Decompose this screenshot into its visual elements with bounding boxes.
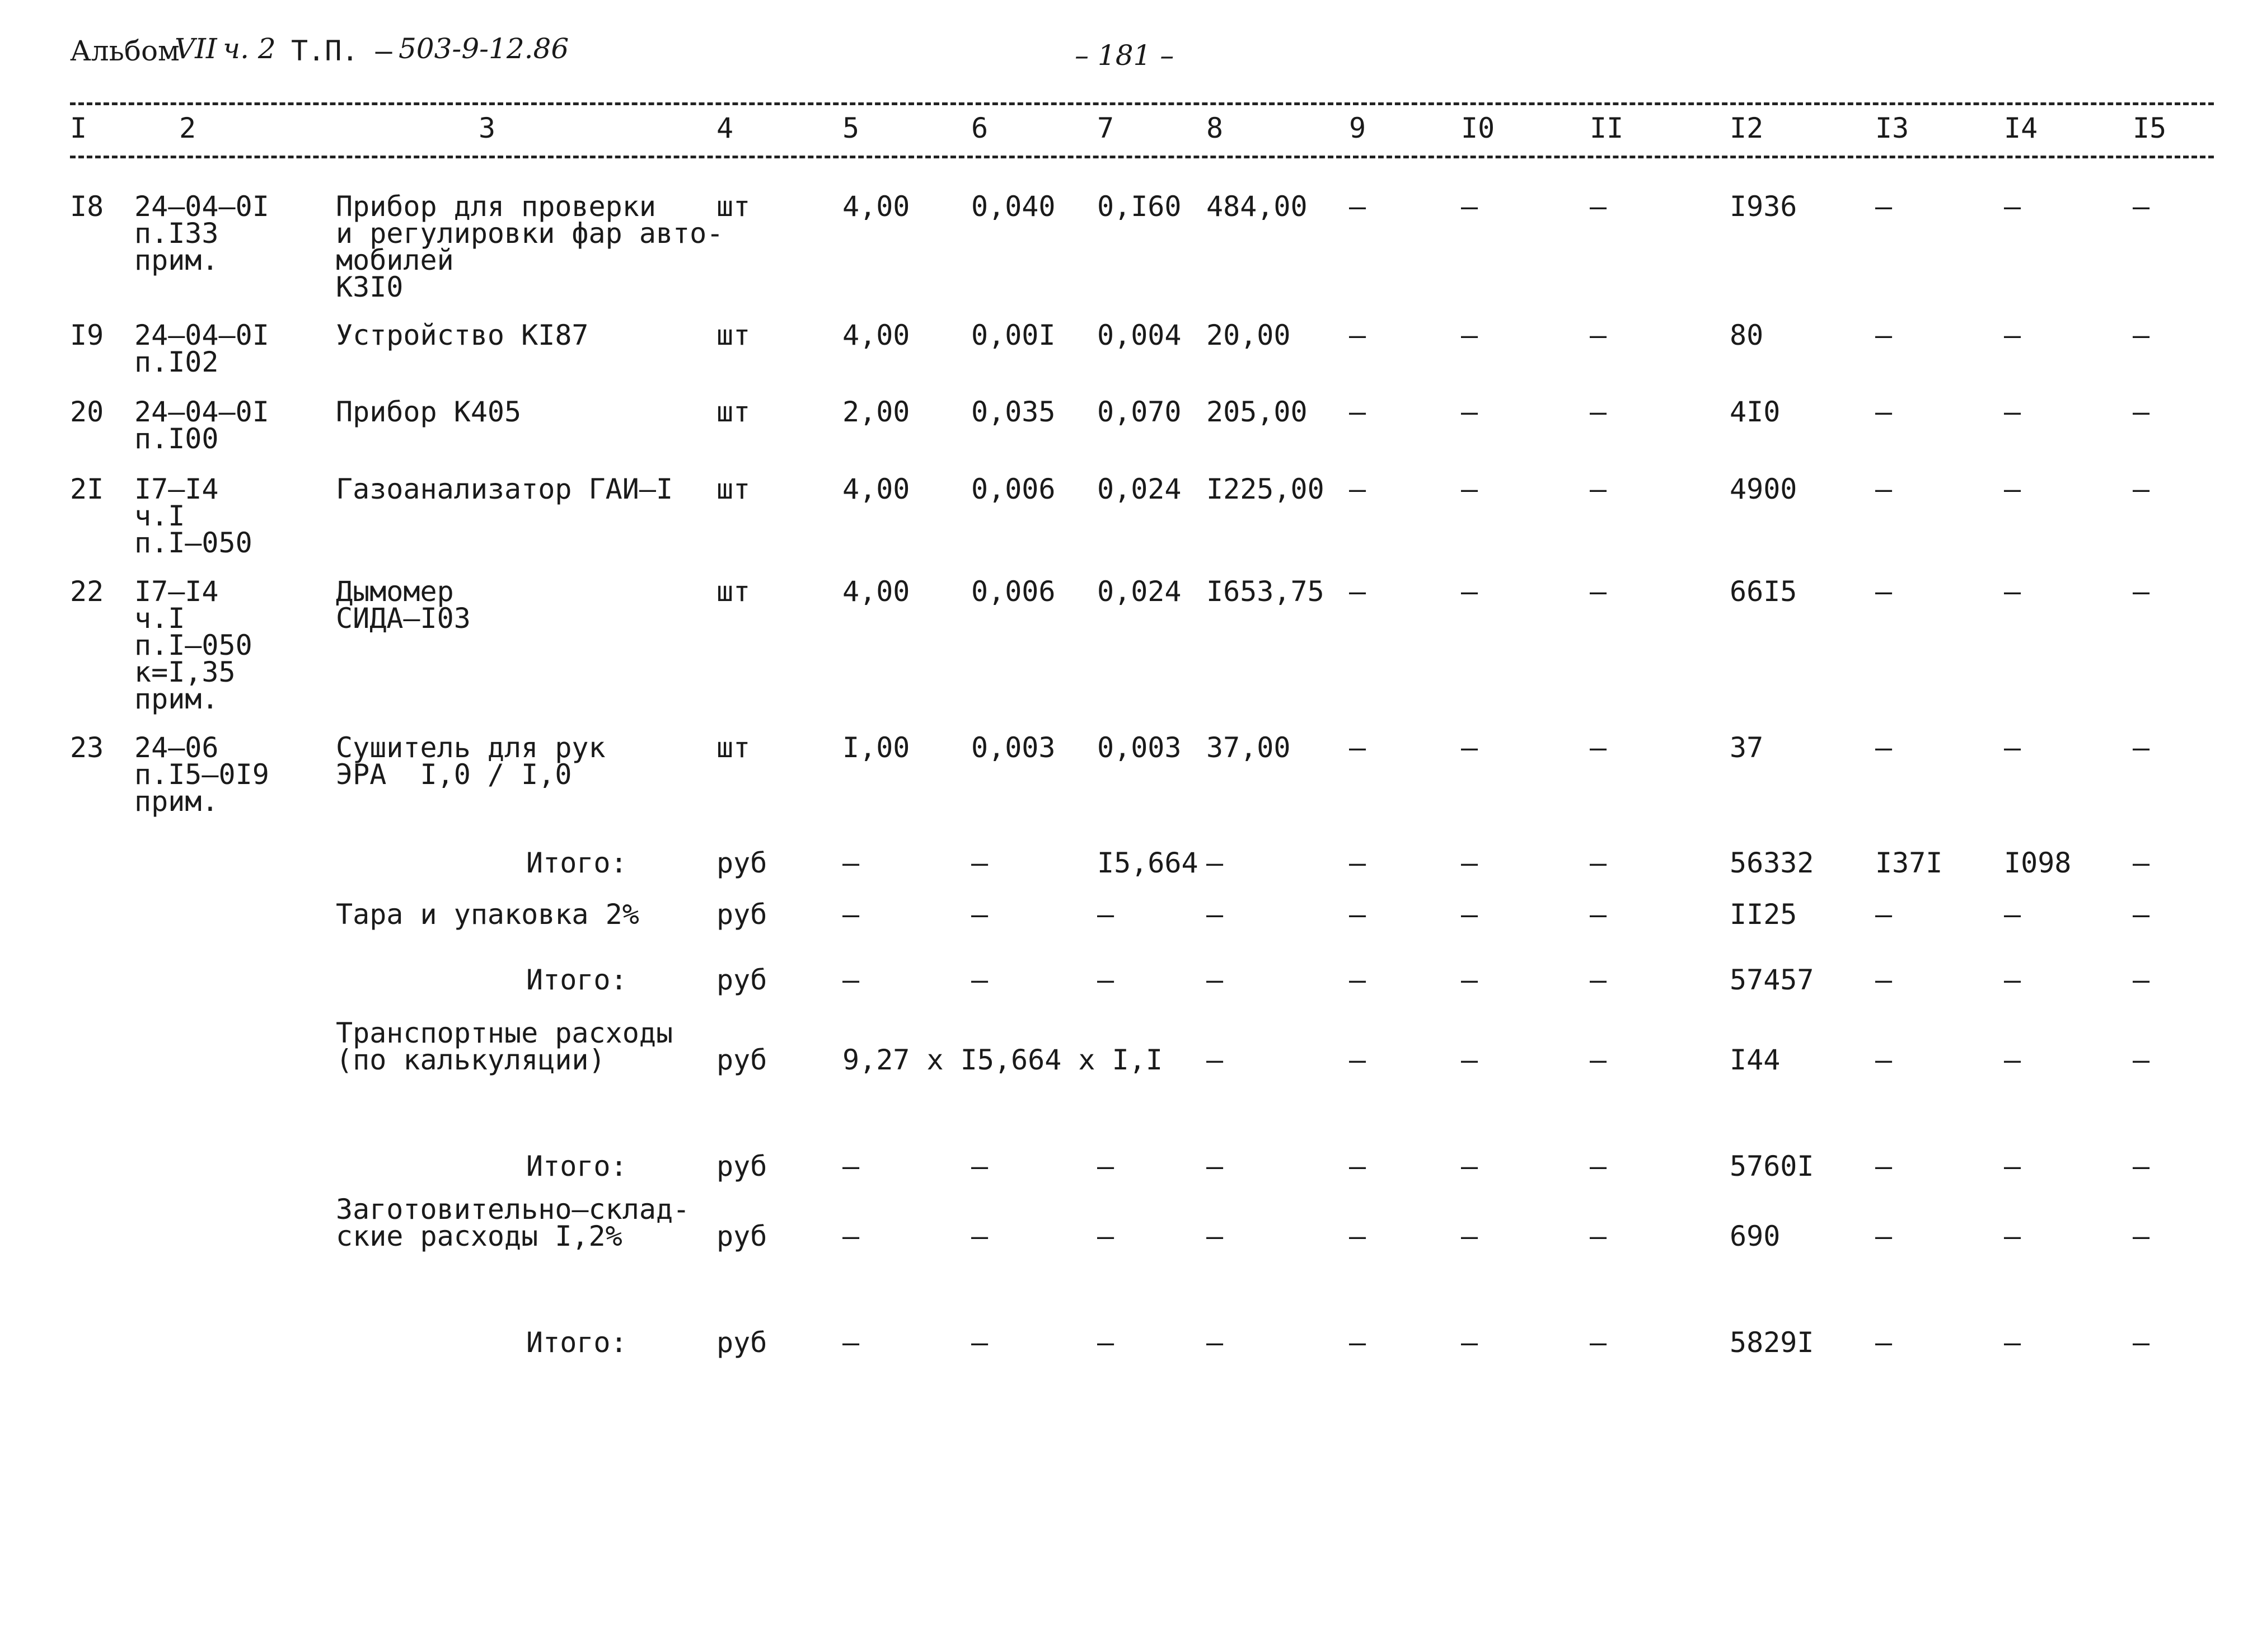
summary-label: Заготовительно–склад- ские расходы I,2% (336, 1193, 690, 1252)
cell-col-9: – (1349, 575, 1366, 608)
cell-col-5: – (842, 1150, 860, 1182)
item-name: Прибор для проверки и регулировки фар авто- мобилей КЗI0 (336, 190, 724, 303)
summary-label: Итого: (526, 847, 627, 879)
cell-col-11: – (1590, 1220, 1607, 1252)
cell-col-5: – (842, 1220, 860, 1252)
column-header-4: 4 (716, 112, 734, 144)
rate-code: I7–I4 ч.I п.I–050 к=I,35 прим. (134, 575, 252, 715)
cell-col-15: – (2133, 575, 2150, 608)
cell-col-12: I44 (1730, 1044, 1781, 1076)
cell-col-11: – (1590, 1150, 1607, 1182)
cell-col-13: I37I (1875, 847, 1943, 879)
album-label: Альбом (70, 35, 180, 67)
cell-col-7: – (1097, 898, 1114, 931)
item-name: Сушитель для рук ЭРА I,0 / I,0 (336, 731, 606, 791)
cell-col-6: 0,003 (971, 731, 1056, 764)
column-header-14: I4 (2004, 112, 2038, 144)
cell-col-8: – (1206, 1326, 1224, 1359)
tp-label: Т.П. – (291, 35, 392, 67)
rate-code: 24–04–0I п.I33 прим. (134, 190, 269, 276)
cell-col-8: – (1206, 898, 1224, 931)
cell-col-14: – (2004, 1220, 2021, 1252)
cell-col-6: 0,040 (971, 190, 1056, 223)
cell-col-8: 484,00 (1206, 190, 1308, 223)
cell-col-14: I098 (2004, 847, 2072, 879)
cell-col-13: – (1875, 964, 1893, 996)
cell-col-14: – (2004, 1150, 2021, 1182)
cell-col-5: – (842, 898, 860, 931)
cell-col-13: – (1875, 1044, 1893, 1076)
unit: руб (716, 1044, 767, 1076)
cell-col-8: I225,00 (1206, 473, 1324, 505)
summary-label: Итого: (526, 1326, 627, 1359)
cell-col-9: – (1349, 1044, 1366, 1076)
column-header-7: 7 (1097, 112, 1114, 144)
unit: руб (716, 847, 767, 879)
unit: руб (716, 1220, 767, 1252)
cell-col-14: – (2004, 575, 2021, 608)
column-header-6: 6 (971, 112, 989, 144)
cell-col-13: – (1875, 1326, 1893, 1359)
cell-col-6: 0,006 (971, 575, 1056, 608)
cell-col-7: 0,I60 (1097, 190, 1182, 223)
cell-col-13: – (1875, 396, 1893, 428)
cell-col-15: – (2133, 319, 2150, 351)
tp-number: 503-9-12.86 (399, 32, 569, 65)
cell-col-8: I653,75 (1206, 575, 1324, 608)
cell-col-14: – (2004, 898, 2021, 931)
unit: руб (716, 1326, 767, 1359)
cell-col-8: – (1206, 1150, 1224, 1182)
cell-col-9: – (1349, 396, 1366, 428)
cell-col-11: – (1590, 847, 1607, 879)
cell-col-12: 5829I (1730, 1326, 1814, 1359)
unit: шт (716, 473, 751, 505)
cell-col-7: 0,003 (1097, 731, 1182, 764)
cell-col-9: – (1349, 731, 1366, 764)
cell-col-14: – (2004, 473, 2021, 505)
cell-col-13: – (1875, 473, 1893, 505)
cell-col-15: – (2133, 898, 2150, 931)
cell-col-5: – (842, 847, 860, 879)
unit: шт (716, 396, 751, 428)
unit: шт (716, 190, 751, 223)
cell-col-11: – (1590, 1044, 1607, 1076)
cell-col-8: 37,00 (1206, 731, 1291, 764)
cell-col-15: – (2133, 1326, 2150, 1359)
rule-top (70, 102, 2214, 105)
cell-col-9: – (1349, 473, 1366, 505)
cell-col-7: 0,004 (1097, 319, 1182, 351)
cell-col-5: – (842, 964, 860, 996)
cell-col-7: 0,070 (1097, 396, 1182, 428)
unit: шт (716, 731, 751, 764)
album-number: VII (175, 32, 217, 65)
cell-col-11: – (1590, 964, 1607, 996)
cell-col-12: 690 (1730, 1220, 1781, 1252)
cell-col-15: – (2133, 473, 2150, 505)
cell-col-6: – (971, 1326, 989, 1359)
row-number: 20 (70, 396, 104, 428)
cell-col-10: – (1461, 847, 1478, 879)
unit: руб (716, 964, 767, 996)
column-header-5: 5 (842, 112, 860, 144)
cell-col-6: 0,00I (971, 319, 1056, 351)
cell-col-13: – (1875, 575, 1893, 608)
transport-formula: 9,27 x I5,664 x I,I (842, 1044, 1163, 1076)
column-header-8: 8 (1206, 112, 1224, 144)
cell-col-10: – (1461, 1326, 1478, 1359)
summary-label: Итого: (526, 1150, 627, 1182)
cell-col-14: – (2004, 319, 2021, 351)
cell-col-9: – (1349, 190, 1366, 223)
rate-code: 24–06 п.I5–0I9 прим. (134, 731, 269, 818)
cell-col-11: – (1590, 575, 1607, 608)
cell-col-9: – (1349, 847, 1366, 879)
rate-code: 24–04–0I п.I02 (134, 319, 269, 378)
cell-col-9: – (1349, 964, 1366, 996)
cell-col-13: – (1875, 319, 1893, 351)
cell-col-5: 2,00 (842, 396, 910, 428)
cell-col-5: 4,00 (842, 190, 910, 223)
row-number: 23 (70, 731, 104, 764)
cell-col-9: – (1349, 319, 1366, 351)
cell-col-9: – (1349, 1220, 1366, 1252)
cell-col-7: – (1097, 964, 1114, 996)
cell-col-10: – (1461, 898, 1478, 931)
cell-col-12: II25 (1730, 898, 1797, 931)
cell-col-15: – (2133, 847, 2150, 879)
cell-col-14: – (2004, 1326, 2021, 1359)
album-part: ч. 2 (223, 32, 276, 65)
cell-col-13: – (1875, 1220, 1893, 1252)
cell-col-7: – (1097, 1326, 1114, 1359)
cell-col-15: – (2133, 964, 2150, 996)
cell-col-14: – (2004, 396, 2021, 428)
cell-col-8: – (1206, 1220, 1224, 1252)
row-number: I9 (70, 319, 104, 351)
cell-col-10: – (1461, 1044, 1478, 1076)
cell-col-12: 5760I (1730, 1150, 1814, 1182)
cell-col-13: – (1875, 1150, 1893, 1182)
cell-col-5: – (842, 1326, 860, 1359)
item-name: Газоанализатор ГАИ–I (336, 473, 673, 505)
cell-col-10: – (1461, 396, 1478, 428)
cell-col-12: 4900 (1730, 473, 1797, 505)
cell-col-12: 4I0 (1730, 396, 1781, 428)
cell-col-14: – (2004, 964, 2021, 996)
cell-col-9: – (1349, 898, 1366, 931)
cell-col-8: – (1206, 1044, 1224, 1076)
column-header-11: II (1590, 112, 1624, 144)
cell-col-10: – (1461, 319, 1478, 351)
cell-col-9: – (1349, 1326, 1366, 1359)
cell-col-13: – (1875, 190, 1893, 223)
unit: руб (716, 898, 767, 931)
unit: руб (716, 1150, 767, 1182)
cell-col-7: I5,664 (1097, 847, 1198, 879)
column-header-15: I5 (2133, 112, 2167, 144)
cell-col-15: – (2133, 396, 2150, 428)
cell-col-11: – (1590, 898, 1607, 931)
cell-col-12: 80 (1730, 319, 1764, 351)
column-header-9: 9 (1349, 112, 1366, 144)
rate-code: 24–04–0I п.I00 (134, 396, 269, 455)
cell-col-15: – (2133, 1044, 2150, 1076)
cell-col-10: – (1461, 190, 1478, 223)
cell-col-10: – (1461, 731, 1478, 764)
cell-col-14: – (2004, 1044, 2021, 1076)
cell-col-12: I936 (1730, 190, 1797, 223)
cell-col-11: – (1590, 731, 1607, 764)
cell-col-7: – (1097, 1150, 1114, 1182)
cell-col-11: – (1590, 396, 1607, 428)
rule-bottom (70, 156, 2214, 158)
cell-col-5: I,00 (842, 731, 910, 764)
cell-col-11: – (1590, 1326, 1607, 1359)
cell-col-6: – (971, 898, 989, 931)
cell-col-13: – (1875, 898, 1893, 931)
item-name: Дымомер СИДА–I03 (336, 575, 471, 635)
page-number: – 181 – (1075, 39, 1174, 72)
cell-col-7: 0,024 (1097, 473, 1182, 505)
cell-col-14: – (2004, 190, 2021, 223)
cell-col-8: 205,00 (1206, 396, 1308, 428)
cell-col-10: – (1461, 473, 1478, 505)
cell-col-6: – (971, 1150, 989, 1182)
cell-col-6: – (971, 847, 989, 879)
cell-col-13: – (1875, 731, 1893, 764)
summary-label: Транспортные расходы (по калькуляции) (336, 1017, 673, 1076)
column-header-12: I2 (1730, 112, 1764, 144)
cell-col-10: – (1461, 1150, 1478, 1182)
cell-col-10: – (1461, 964, 1478, 996)
cell-col-10: – (1461, 1220, 1478, 1252)
column-header-10: I0 (1461, 112, 1495, 144)
row-number: I8 (70, 190, 104, 223)
cell-col-11: – (1590, 319, 1607, 351)
cell-col-12: 37 (1730, 731, 1764, 764)
column-header-1: I (70, 112, 87, 144)
cell-col-10: – (1461, 575, 1478, 608)
cell-col-6: – (971, 964, 989, 996)
cell-col-8: – (1206, 964, 1224, 996)
item-name: Прибор К405 (336, 396, 522, 428)
cell-col-15: – (2133, 1150, 2150, 1182)
cell-col-5: 4,00 (842, 473, 910, 505)
unit: шт (716, 575, 751, 608)
cell-col-7: – (1097, 1220, 1114, 1252)
cell-col-12: 57457 (1730, 964, 1814, 996)
row-number: 2I (70, 473, 104, 505)
column-header-13: I3 (1875, 112, 1909, 144)
cell-col-6: – (971, 1220, 989, 1252)
cell-col-15: – (2133, 1220, 2150, 1252)
cell-col-6: 0,035 (971, 396, 1056, 428)
rate-code: I7–I4 ч.I п.I–050 (134, 473, 252, 559)
cell-col-6: 0,006 (971, 473, 1056, 505)
cell-col-5: 4,00 (842, 319, 910, 351)
item-name: Устройство КI87 (336, 319, 589, 351)
cell-col-7: 0,024 (1097, 575, 1182, 608)
unit: шт (716, 319, 751, 351)
cell-col-5: 4,00 (842, 575, 910, 608)
cell-col-11: – (1590, 473, 1607, 505)
cell-col-9: – (1349, 1150, 1366, 1182)
cell-col-15: – (2133, 190, 2150, 223)
column-header-2: 2 (179, 112, 196, 144)
cell-col-15: – (2133, 731, 2150, 764)
cell-col-8: – (1206, 847, 1224, 879)
cell-col-14: – (2004, 731, 2021, 764)
summary-label: Тара и упаковка 2% (336, 898, 639, 931)
summary-label: Итого: (526, 964, 627, 996)
cell-col-12: 66I5 (1730, 575, 1797, 608)
row-number: 22 (70, 575, 104, 608)
cell-col-8: 20,00 (1206, 319, 1291, 351)
cell-col-11: – (1590, 190, 1607, 223)
cell-col-12: 56332 (1730, 847, 1814, 879)
column-header-3: 3 (479, 112, 496, 144)
